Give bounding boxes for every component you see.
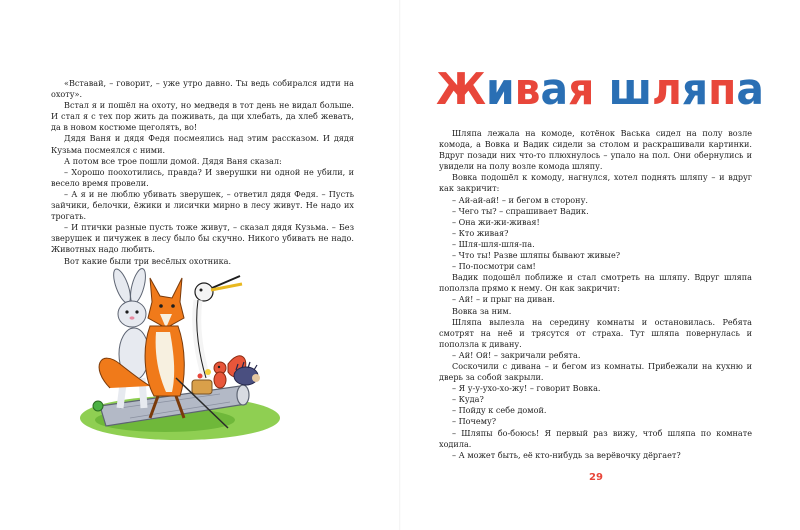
paragraph: А потом все трое пошли домой. Дядя Ваня сказал: xyxy=(64,155,282,166)
hunters-illustration xyxy=(80,268,290,448)
paragraph: – Пойду к себе домой. xyxy=(452,405,547,416)
paragraph: – Шля-шля-шля-па. xyxy=(452,238,535,249)
paragraph: – По-посмотри сам! xyxy=(452,261,536,272)
title-letter: а xyxy=(736,64,766,115)
paragraph: – Она жи-жи-живая! xyxy=(452,216,540,227)
flower xyxy=(205,369,211,375)
left-page-text xyxy=(51,78,354,267)
title-letter: в xyxy=(514,64,543,115)
paragraph: «Вставай, – говорит, – уже утро давно. Ты ведь собирался идти на охоту». xyxy=(51,78,354,100)
paragraph: Вадик подошёл поближе и стал смотреть на шляпу. Вдруг шляпа поползла прямо к нему. Он как закричит: xyxy=(439,272,752,294)
hedgehog xyxy=(234,362,260,385)
paragraph: Дядя Ваня и дядя Федя посмеялись над этим рассказом. И дядя Кузьма посмеялся с ними. xyxy=(51,133,354,155)
right-page-text xyxy=(439,128,752,461)
paragraph: Вот какие были три весёлых охотника. xyxy=(64,255,232,266)
paragraph: Вовка за ним. xyxy=(452,305,512,316)
paragraph: Соскочили с дивана – и бегом из комнаты. Прибежали на кухню и дверь за собой закрыли. xyxy=(439,360,752,383)
paragraph: – И птички разные пусть тоже живут, – сказал дядя Кузьма. – Без зверушек и пичужек в лесу было бы скучно. Никого убивать не надо. Животных надо любить. xyxy=(51,222,354,255)
paragraph: – Ай! Ой! – закричали ребята. xyxy=(452,349,581,360)
paragraph: Шляпа лежала на комоде, котёнок Васька сидел на полу возле комода, а Вовка и Вадик сидели за столом и раскрашивали картинки. Вдруг позади них что-то плюхнулось – упало на пол. Они обернулись и увидели на полу возле комода шляпу. xyxy=(439,128,752,172)
title-letter: а xyxy=(540,64,571,115)
paragraph: – Ай-ай-ай! – и бегом в сторону. xyxy=(452,194,588,205)
flower xyxy=(198,374,203,379)
right-page xyxy=(400,0,800,530)
page-number: 29 xyxy=(589,472,603,483)
title-letter: Ж xyxy=(436,64,490,115)
title-letter xyxy=(594,64,608,115)
paragraph: – Куда? xyxy=(452,394,484,405)
paragraph: – Что ты! Разве шляпы бывают живые? xyxy=(452,250,621,261)
paragraph: – Я у-у-ухо-хо-жу! – говорит Вовка. xyxy=(452,383,601,394)
title-letter: и xyxy=(486,64,517,115)
paragraph: – Кто живая? xyxy=(452,227,509,238)
frog xyxy=(93,401,103,411)
title-letter: ш xyxy=(608,64,656,115)
paragraph: Встал я и пошёл на охоту, но медведя в тот день не видал больше. И стал я с тех пор жить да поживать, да щи хлебать, да хлеб жевать, да в новом костюме щеголять, во! xyxy=(51,100,354,133)
title-letter: л xyxy=(651,64,685,115)
stump xyxy=(192,380,212,394)
title-letter: я xyxy=(568,64,597,115)
paragraph: – Почему? xyxy=(452,416,497,427)
paragraph: – А может быть, её кто-нибудь за верёвочку дёргает? xyxy=(452,449,681,460)
title-letter: п xyxy=(708,64,739,115)
paragraph: Вовка подошёл к комоду, нагнулся, хотел поднять шляпу – и вдруг как закричит: xyxy=(439,172,752,194)
paragraph: – Хорошо поохотились, правда? И зверушки ни одной не убили, и весело время провели. xyxy=(51,166,354,188)
paragraph: Шляпа вылезла на середину комнаты и остановилась. Ребята смотрят на неё и трясутся от страха. Тут шляпа повернулась и поползла к дивану. xyxy=(439,316,752,349)
story-title xyxy=(436,60,766,116)
paragraph: – Шляпы бо-боюсь! Я первый раз вижу, чтоб шляпа по комнате ходила. xyxy=(439,427,752,449)
paragraph: – А я и не люблю убивать зверушек, – ответил дядя Федя. – Пусть зайчики, белочки, ёжики и лисички мирно в лесу живут. Не надо их трогать. xyxy=(51,188,354,222)
story-title-text xyxy=(436,64,764,115)
paragraph: – Чего ты? – спрашивает Вадик. xyxy=(452,205,589,216)
title-letter: я xyxy=(681,64,711,115)
paragraph: – Ай! – и прыг на диван. xyxy=(452,294,555,305)
